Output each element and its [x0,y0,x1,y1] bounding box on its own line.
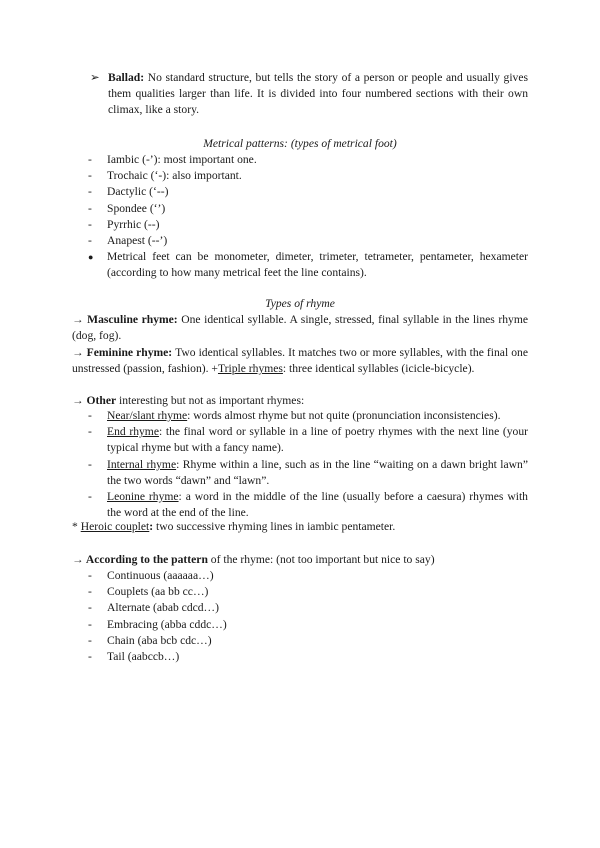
list-item: - Trochaic (‘-): also important. [88,169,242,183]
list-item: - Tail (aabccb…) [88,650,180,664]
list-item: - Spondee (‘’) [88,201,166,215]
list-item: - Embracing (abba cddc…) [88,617,227,631]
dot-bullet-icon: ● [88,252,94,263]
list-item: - Couplets (aa bb cc…) [88,585,209,599]
heroic-couplet: * Heroic couplet: two successive rhyming lines in iambic pentameter. [72,520,396,533]
metrical-heading: Metrical patterns: (types of metrical foot) [203,137,397,150]
list-item: - Internal rhyme: Rhyme within a line, such as in the line “waiting on a dawn bright lawn” the two words “dawn” and “lawn”. [88,457,528,487]
list-item: - Alternate (abab cdcd…) [88,601,220,615]
list-item: - Near/slant rhyme: words almost rhyme but not quite (pronunciation inconsistencies). [88,409,501,422]
list-item: - Anapest (--’) [88,234,168,248]
list-item: - Continuous (aaaaaa…) [88,569,214,582]
pattern-intro: → According to the pattern of the rhyme: (not too important but nice to say) [72,553,435,566]
ballad-label: Ballad: [108,71,145,84]
metrical-list [88,152,528,282]
other-rhymes-intro: → Other interesting but not as important rhymes: [72,394,305,407]
ballad-entry [90,70,528,119]
list-item: - Pyrrhic (--) [88,217,160,231]
ballad-paragraph [108,70,528,119]
list-item: - Iambic (-’): most important one. [88,153,257,166]
list-item: - End rhyme: the final word or syllable in a line of poetry rhymes with the next line (your typical rhyme but with a fancy name). [88,425,528,455]
feminine-rhyme: → Feminine rhyme: Two identical syllables. It matches two or more syllables, with the final one unstressed (passion, fashion). +Triple rhymes: three identical syllables (icicle-bicycle). [72,346,528,376]
list-item: - Leonine rhyme: a word in the middle of the line (usually before a caesura) rhymes with the word at the end of the line. [88,490,528,520]
metrical-note: ● Metrical feet can be monometer, dimeter, trimeter, tetrameter, pentameter, hexameter (according to how many metrical feet the line contains). [88,250,528,280]
ballad-text: No standard structure, but tells the story of a person or people and usually gives them qualities larger than life. It is divided into four numbered sections with their own climax, like a story. [108,71,528,117]
arrow-bullet-icon: ➢ [90,71,100,84]
rhyme-heading: Types of rhyme [265,297,335,310]
masculine-rhyme: → Masculine rhyme: One identical syllable. A single, stressed, final syllable in the lines rhyme (dog, fog). [72,313,528,343]
list-item: - Dactylic (‘--) [88,185,169,199]
pattern-list [88,568,528,665]
other-rhymes-list [88,408,528,521]
list-item: - Chain (aba bcb cdc…) [88,633,212,647]
